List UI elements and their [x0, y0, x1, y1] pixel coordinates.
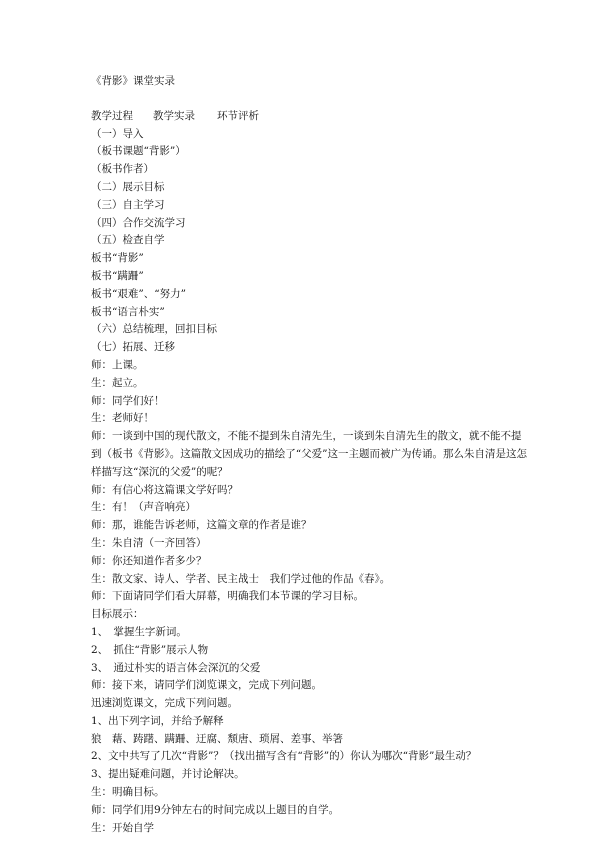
- dialogue-line: 师：接下来，请同学们浏览课文，完成下列问题。: [91, 679, 322, 692]
- vocabulary-list: 狼 藉、踌躇、蹒跚、迂腐、颓唐、琐屑、差事、举箸: [91, 732, 343, 745]
- dialogue-line: 生：起立。: [91, 376, 144, 389]
- header-teaching-record: 教学实录: [153, 109, 195, 122]
- goal-item: 3、 通过朴实的语言体会深沉的父爱: [91, 661, 261, 674]
- outline-item: （四）合作交流学习: [91, 216, 186, 229]
- dialogue-line: 生：朱自清（一齐回答）: [91, 536, 207, 549]
- document-title: 《背影》课堂实录: [91, 75, 175, 87]
- outline-item: （七）拓展、迁移: [91, 341, 175, 354]
- outline-item: 板书“蹒跚”: [91, 269, 144, 282]
- outline-item: （二）展示目标: [91, 180, 165, 193]
- outline-item: 板书“语言朴实”: [91, 305, 165, 318]
- task-item: 2、文中共写了几次“背影”？（找出描写含有“背影”的）你认为哪次“背影”最生动？: [91, 750, 477, 763]
- outline-item: （一）导入: [91, 127, 144, 140]
- outline-item: （板书课题“背影”）: [91, 145, 186, 158]
- dialogue-line: 师：同学们用9分钟左右的时间完成以上题目的自学。: [91, 803, 340, 816]
- document-page: [91, 73, 531, 837]
- outline-list: [91, 126, 531, 357]
- outline-item: （六）总结梳理，回扣目标: [91, 323, 217, 336]
- dialogue-line: 生：散文家、诗人、学者、民主战士 我们学过他的作品《春》。: [91, 572, 391, 585]
- outline-item: （板书作者）: [91, 163, 154, 176]
- dialogue-line: 生：老师好！: [91, 412, 154, 425]
- goal-item: 1、 掌握生字新词。: [91, 625, 187, 638]
- task-item: 3、提出疑难问题，并讨论解决。: [91, 768, 245, 781]
- dialogue-line: 师：你还知道作者多少？: [91, 554, 207, 567]
- header-teaching-process: 教学过程: [91, 109, 133, 122]
- task-heading: 迅速浏览课文，完成下列问题。: [91, 697, 238, 710]
- task-item: 1、出下列字词，并给予解释: [91, 714, 224, 727]
- dialogue-list: [91, 357, 531, 838]
- column-header-row: [91, 108, 531, 126]
- dialogue-line: 生：明确目标。: [91, 786, 165, 799]
- dialogue-line: 生：开始自学: [91, 821, 154, 834]
- dialogue-line: 生：有！（声音响亮）: [91, 501, 196, 514]
- dialogue-line: 师：上课。: [91, 358, 144, 371]
- dialogue-line: 师：下面请同学们看大屏幕，明确我们本节课的学习目标。: [91, 590, 364, 603]
- dialogue-line: 师：有信心将这篇课文学好吗？: [91, 483, 238, 496]
- dialogue-line: 师：同学们好！: [91, 394, 165, 407]
- dialogue-line: 师：那，谁能告诉老师，这篇文章的作者是谁？: [91, 519, 312, 532]
- header-section-review: 环节评析: [217, 109, 259, 122]
- goals-heading: 目标展示：: [91, 608, 144, 621]
- dialogue-paragraph: 师：一谈到中国的现代散文，不能不提到朱自清先生，一谈到朱自清先生的散文，就不能不提到（板书《背影》。这篇散文因成功的描绘了“父爱”这一主题而被广为传诵。那么朱自清是这怎样描写这“深沉的父爱”的呢？: [91, 430, 527, 478]
- outline-item: （三）自主学习: [91, 198, 165, 211]
- outline-item: 板书“背影”: [91, 252, 144, 265]
- outline-item: 板书“艰难”、“努力”: [91, 287, 186, 300]
- goal-item: 2、 抓住“背影”展示人物: [91, 643, 209, 656]
- outline-item: （五）检查自学: [91, 234, 165, 247]
